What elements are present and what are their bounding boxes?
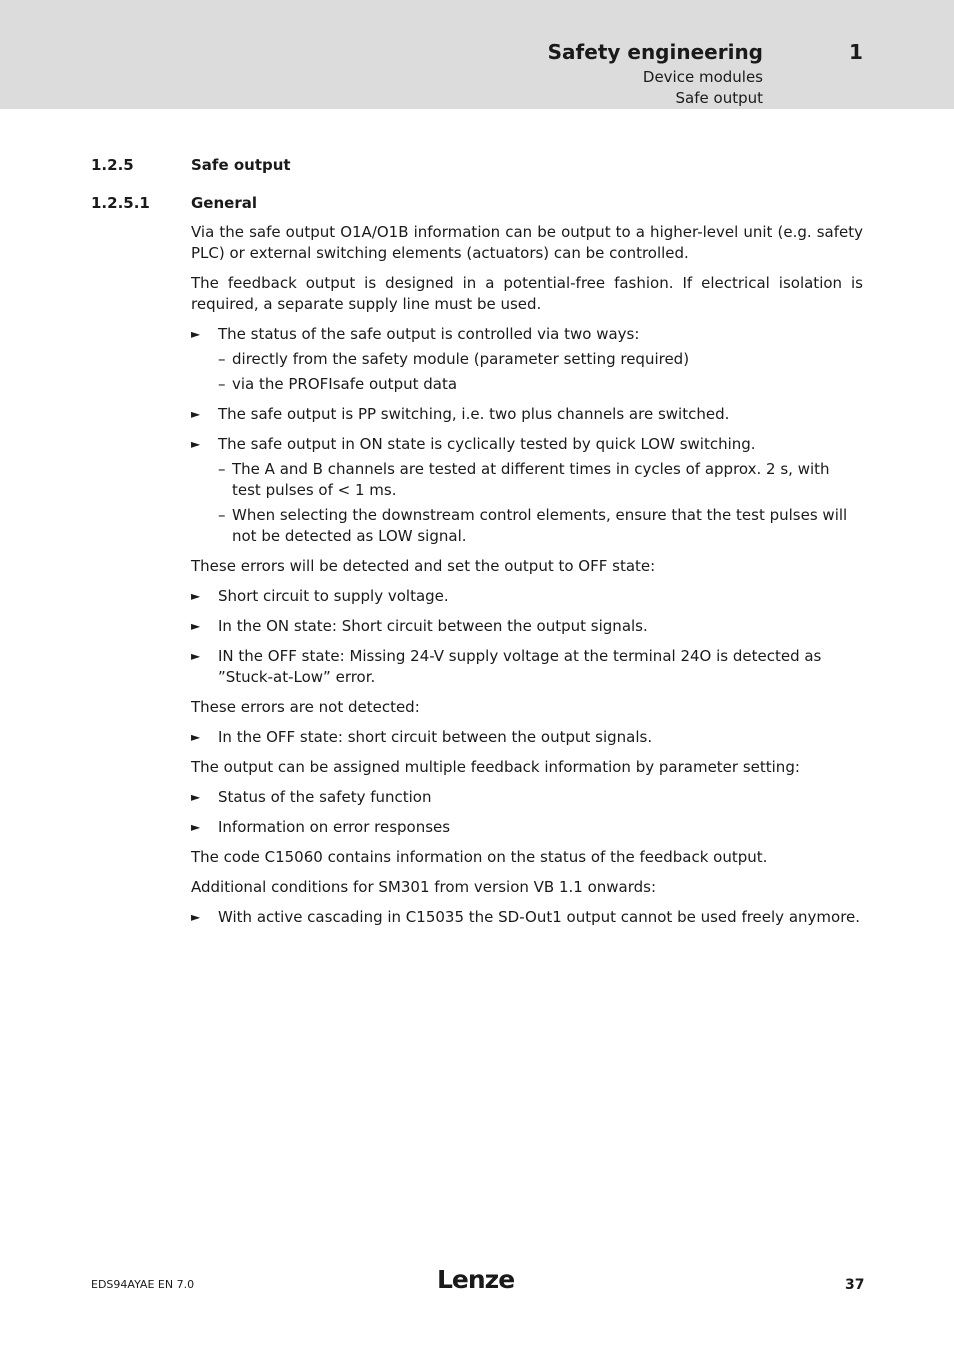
paragraph-feedback: The feedback output is designed in a potential-free fashion. If electrical isolation is required, a separate supply line must be used. [191,274,863,313]
main-content [191,222,863,937]
list-item: ► IN the OFF state: Missing 24-V supply voltage at the terminal 24O is detected as ”Stuck-at-Low” error. [191,647,822,686]
chapter-number: 1 [849,40,863,64]
page-header [0,0,954,109]
sub-list [218,349,863,395]
lenze-logo: Lenze [437,1265,515,1294]
subsection-number: 1.2.5.1 [91,194,150,212]
chapter-title: Safety engineering [547,40,763,64]
triangle-right-icon: ► [191,619,201,633]
header-subtitle-safe-output: Safe output [675,89,763,107]
section-title: Safe output [191,156,291,174]
list-item: ► Status of the safety function [191,788,432,806]
sub-list-item: – The A and B channels are tested at different times in cycles of approx. 2 s, with test pulses of < 1 ms. [218,460,830,499]
list-item [191,434,863,547]
triangle-right-icon: ► [191,820,201,834]
list-item: ► In the OFF state: short circuit between the output signals. [191,728,653,746]
document-id: EDS94AYAE EN 7.0 [91,1278,195,1291]
paragraph-feedback-assignment: The output can be assigned multiple feedback information by parameter setting: [191,758,800,776]
page-number: 37 [845,1277,865,1293]
list-item [191,404,863,425]
triangle-right-icon: ► [191,437,201,451]
sub-list-item: – via the PROFIsafe output data [218,375,458,393]
sub-list [218,459,863,547]
paragraph-errors-detected: These errors will be detected and set the output to OFF state: [191,557,656,575]
triangle-right-icon: ► [191,730,201,744]
subsection-title: General [191,194,257,212]
list-item-text: The status of the safe output is controlled via two ways: [218,325,640,343]
list-item: ► Information on error responses [191,818,451,836]
header-subtitle-device-modules: Device modules [642,68,763,86]
list-item: ► Short circuit to supply voltage. [191,587,449,605]
list-item: ► In the ON state: Short circuit between the output signals. [191,617,648,635]
paragraph-additional-conditions: Additional conditions for SM301 from version VB 1.1 onwards: [191,878,657,896]
list-item-text: The safe output in ON state is cyclically tested by quick LOW switching. [218,435,756,453]
triangle-right-icon: ► [191,327,201,341]
triangle-right-icon: ► [191,407,201,421]
paragraph-errors-not-detected: These errors are not detected: [191,698,420,716]
list-item-text: The safe output is PP switching, i.e. two plus channels are switched. [218,405,730,423]
section-number: 1.2.5 [91,156,134,174]
list-item: ► With active cascading in C15035 the SD-Out1 output cannot be used freely anymore. [191,908,861,926]
triangle-right-icon: ► [191,589,201,603]
sub-list-item: – directly from the safety module (parameter setting required) [218,350,690,368]
list-item [191,324,863,395]
sub-list-item: – When selecting the downstream control elements, ensure that the test pulses will not be detected as LOW signal. [218,506,848,545]
triangle-right-icon: ► [191,910,201,924]
triangle-right-icon: ► [191,790,201,804]
triangle-right-icon: ► [191,649,201,663]
paragraph-code-c15060: The code C15060 contains information on the status of the feedback output. [191,848,768,866]
paragraph-intro: Via the safe output O1A/O1B information can be output to a higher-level unit (e.g. safety PLC) or external switching elements (actuators) can be controlled. [191,223,863,262]
